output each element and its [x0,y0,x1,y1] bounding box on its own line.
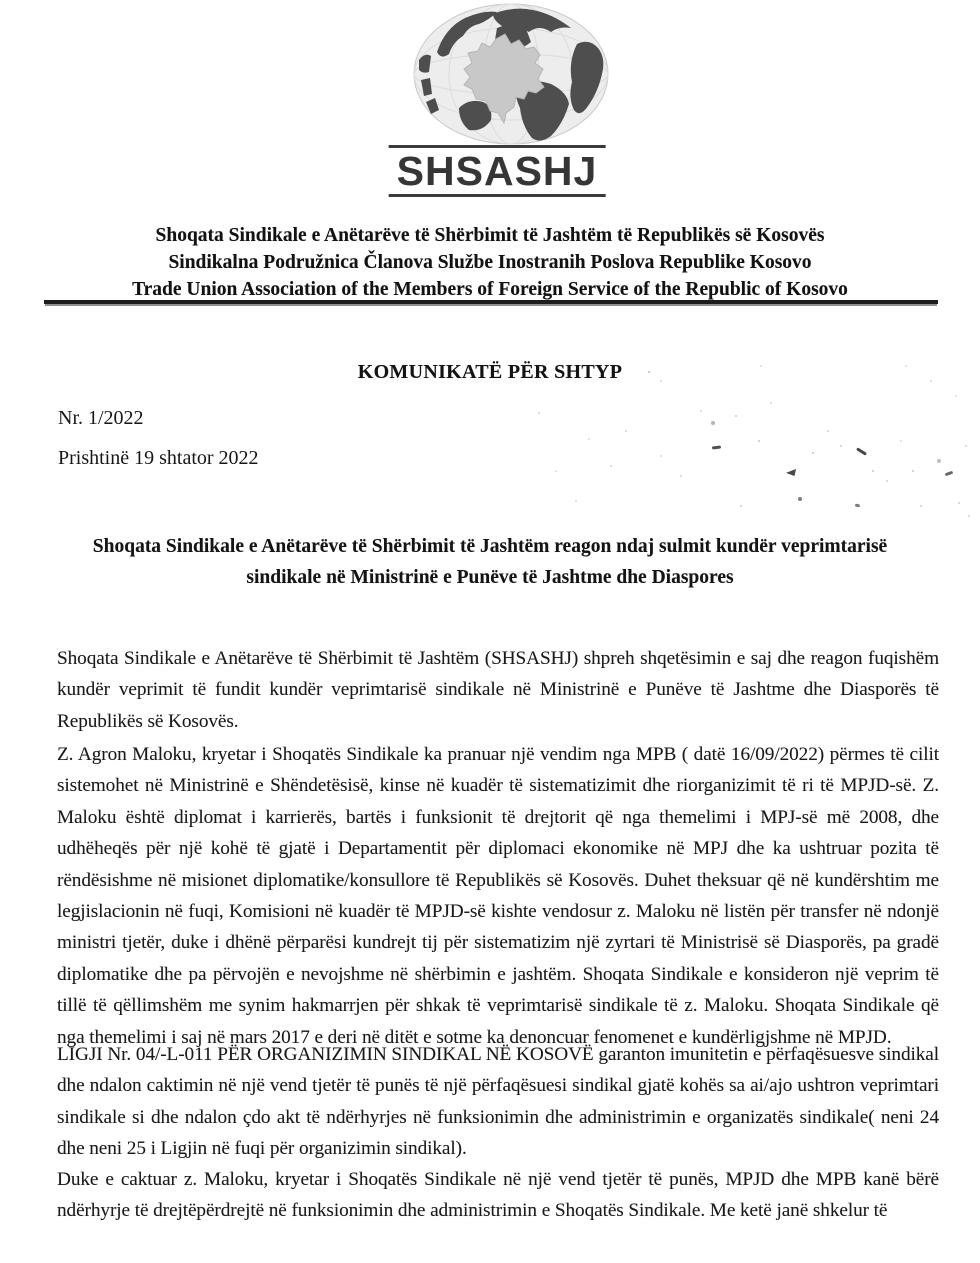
org-name-english: Trade Union Association of the Members of Foreign Service of the Republic of Kosovo [132,279,848,300]
org-name-albanian: Shoqata Sindikale e Anëtarëve të Shërbimit të Jashtëm të Republikës së Kosovës [155,225,825,246]
org-name-serbian: Sindikalna Podružnica Članova Službe Inostranih Poslova Republike Kosovo [168,252,812,273]
letterhead [0,222,980,303]
scan-noise-speckles [0,0,2,2]
dateline: Prishtinë 19 shtator 2022 [58,447,259,469]
document-title [50,531,930,593]
scan-noise-mark [856,447,867,455]
body-paragraph-1: Shoqata Sindikale e Anëtarëve të Shërbimit të Jashtëm (SHSASHJ) shpreh shqetësimin e saj dhe reagon fuqishëm kundër veprimit të fundit kundër veprimtarisë sindikale në Ministrinë e Punëve të Jashtme dhe Diasporës të Republikës së Kosovës. [57,648,939,732]
body-paragraph-4: Duke e caktuar z. Maloku, kryetar i Shoqatës Sindikale në një vend tjetër të punës, MPJD dhe MPB kanë bërë ndërhyrje të drejtëpërdrejtë në funksionimin dhe administrimin e Shoqatës Sindikale. Me ketë janë shkelur të [57,1169,939,1222]
document-title-line-1: Shoqata Sindikale e Anëtarëve të Shërbimit të Jashtëm reagon ndaj sulmit kundër veprimtarisë [92,536,888,557]
scan-noise-mark [855,504,860,508]
body-paragraph-2: Z. Agron Maloku, kryetar i Shoqatës Sindikale ka pranuar një vendim nga MPB ( datë 16/09/2022) përmes të cilit sistemohet në Ministrinë e Shëndetësisë, kinse në kuadër të sistematizimit dhe riorganizimit të ri të MPJD-së. Z. Maloku është diplomat i karrierës, bartës i funksionit të drejtorit që nga themelimi i MPJ-së më 2008, dhe udhëheqës për një kohë të gjatë i Departamentit për diplomaci ekonomike në MPJ dhe ka ushtruar pozita të rëndësishme në misionet diplomatike/konsullore të Republikës së Kosovës. Duhet theksuar që në kundërshtim me legjislacionin në fuqi, Komisioni në kuadër të MPJD-së kishte vendosur z. Maloku në listën për transfer në ndonjë ministri tjetër, duke i dhënë përparësi kundrejt tij për sistematizim një zyrtari të Ministrisë së Diasporës, pa gradë diplomatike dhe pa përvojën e nevojshme në shërbimin e jashtëm. Shoqata Sindikale e konsideron një veprim të tillë të qëllimshëm me synim hakmarrjen për shkak të veprimtarisë sindikale të z. Maloku. Shoqata Sindikale që nga themelimi i saj në mars 2017 e deri në ditët e sotme ka denoncuar fenomenet e kundërligjshme në MPJD. [57,744,939,1048]
scan-noise-mark [798,497,802,501]
document-number: Nr. 1/2022 [58,407,144,429]
letterhead-divider [44,300,938,304]
org-acronym: SHSASHJ [389,145,606,197]
globe-kosovo-icon [405,2,617,148]
scan-noise-mark [945,471,954,477]
document-title-line-2: sindikale në Ministrinë e Punëve të Jashtme dhe Diaspores [246,567,734,588]
body-paragraph-3: LIGJI Nr. 04/-L-011 PËR ORGANIZIMIN SINDIKAL NË KOSOVË garanton imunitetin e përfaqësuesve sindikal dhe ndalon caktimin në një vend tjetër të punës të një përfaqësuesi sindikal gjatë kohës sa ai/ajo ushtron veprimtari sindikale si dhe ndalon çdo akt të ndërhyrjes në funksionimin dhe administrimin e organizatës sindikale( neni 24 dhe neni 25 i Ligjin në fuqi për organizimin sindikal). [57,1044,939,1160]
scan-noise-mark [712,445,721,449]
scan-noise-mark [786,469,796,476]
press-release-heading: KOMUNIKATË PËR SHTYP [357,361,623,383]
